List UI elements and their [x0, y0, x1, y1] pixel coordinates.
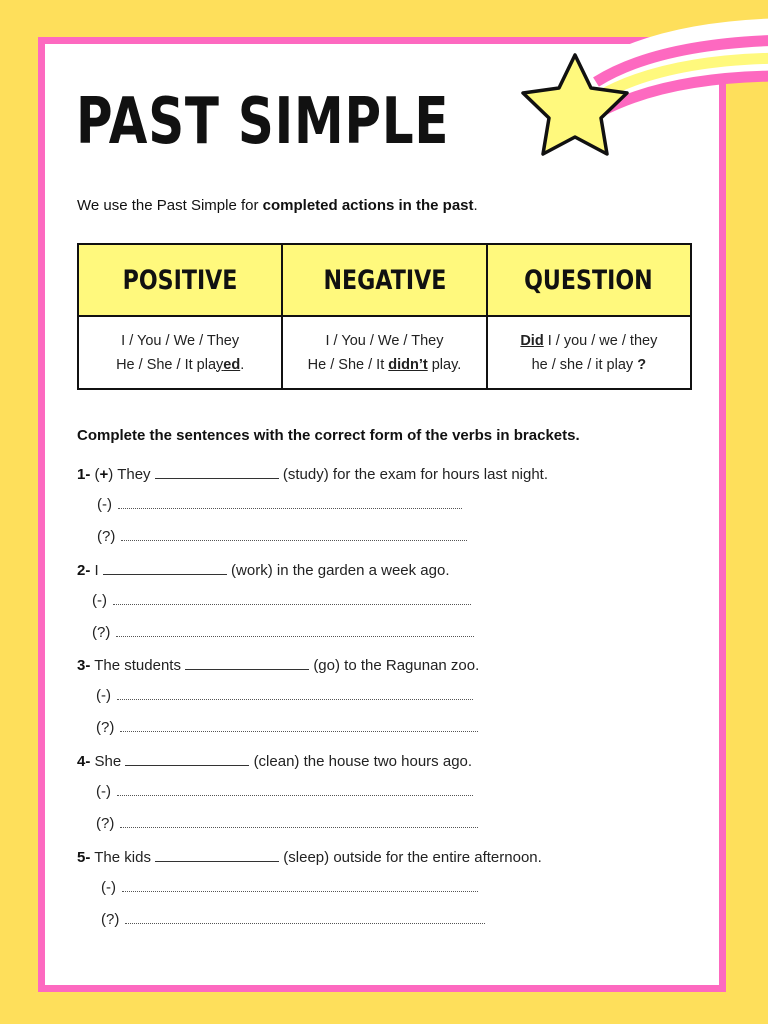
exercise-1: 1- (+) They (study) for the exam for hours last night. — [77, 466, 549, 483]
answer-blank[interactable] — [185, 655, 309, 670]
table-body-row — [78, 316, 691, 389]
answer-line[interactable] — [122, 880, 478, 892]
intro-bold: completed actions in the past — [262, 197, 474, 214]
answer-line[interactable] — [116, 625, 474, 637]
positive-cell: I / You / We / They He / She / It played. — [78, 316, 282, 389]
header-negative: NEGATIVE — [282, 244, 486, 316]
exercise-3-negative: (-) — [96, 687, 473, 704]
intro-end: . — [473, 197, 478, 214]
intro-start: We use the Past Simple for — [77, 197, 263, 214]
grammar-table — [77, 243, 692, 390]
answer-line[interactable] — [118, 497, 462, 509]
exercise-5: 5- The kids (sleep) outside for the entire afternoon. — [77, 849, 542, 866]
answer-blank[interactable] — [155, 847, 279, 862]
negative-cell: I / You / We / They He / She / It didn’t play. — [282, 316, 486, 389]
header-positive: POSITIVE — [78, 244, 282, 316]
answer-line[interactable] — [117, 688, 473, 700]
exercise-1-negative: (-) — [97, 496, 462, 513]
exercise-5-question: (?) — [101, 911, 485, 928]
answer-line[interactable] — [113, 593, 471, 605]
page-title: PAST SIMPLE — [76, 85, 450, 159]
exercise-1-question: (?) — [97, 528, 467, 545]
exercise-5-negative: (-) — [101, 879, 478, 896]
answer-blank[interactable] — [125, 751, 249, 766]
intro-text — [77, 197, 478, 214]
exercise-4-question: (?) — [96, 815, 478, 832]
exercise-2-question: (?) — [92, 624, 474, 641]
table-header-row — [78, 244, 691, 316]
answer-line[interactable] — [120, 816, 478, 828]
exercise-4-negative: (-) — [96, 783, 473, 800]
exercise-3: 3- The students (go) to the Ragunan zoo. — [77, 657, 480, 674]
answer-blank[interactable] — [155, 464, 279, 479]
answer-line[interactable] — [117, 784, 473, 796]
answer-line[interactable] — [120, 720, 478, 732]
exercise-2: 2- I (work) in the garden a week ago. — [77, 562, 450, 579]
exercise-3-question: (?) — [96, 719, 478, 736]
answer-blank[interactable] — [103, 560, 227, 575]
exercise-4: 4- She (clean) the house two hours ago. — [77, 753, 473, 770]
header-question: QUESTION — [487, 244, 691, 316]
answer-line[interactable] — [121, 529, 467, 541]
instructions: Complete the sentences with the correct form of the verbs in brackets. — [77, 427, 580, 444]
question-cell: Did I / you / we / they he / she / it play ? — [487, 316, 691, 389]
exercise-2-negative: (-) — [92, 592, 471, 609]
answer-line[interactable] — [125, 912, 485, 924]
